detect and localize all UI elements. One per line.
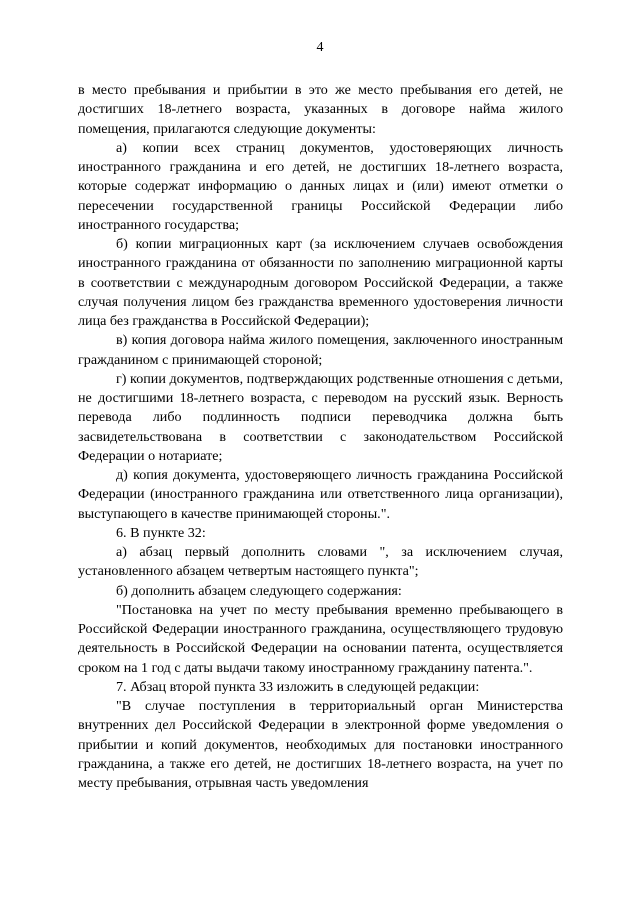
paragraph: а) копии всех страниц документов, удостоверяющих личность иностранного гражданина и его детей, не достигших 18-летнего возраста, которые содержат информацию о данных лицах и (или) имеют отметки о пересечении государственной границы Российской Федерации либо иностранного государства; bbox=[78, 139, 563, 233]
paragraph: в) копия договора найма жилого помещения, заключенного иностранным гражданином с принимающей стороной; bbox=[78, 332, 563, 368]
paragraph: в место пребывания и прибытии в это же место пребывания его детей, не достигших 18-летнего возраста, указанных в договоре найма жилого помещения, прилагаются следующие документы: bbox=[78, 82, 563, 137]
paragraph: б) дополнить абзацем следующего содержания: bbox=[116, 582, 402, 599]
paragraph: "Постановка на учет по месту пребывания временно пребывающего в Российской Федерации иностранного гражданина, осуществляющего трудовую деятельность в Российской Федерации на основании патента, осуществляется сроком на 1 год с даты выдачи такому иностранному гражданину патента.". bbox=[78, 601, 563, 676]
paragraph: "В случае поступления в территориальный орган Министерства внутренних дел Российской Федерации в электронной форме уведомления о прибытии и копий документов, необходимых для постановки иностранного гражданина, а также его детей, не достигших 18-летнего возраста, на учет по месту пребывания, отрывная часть уведомления bbox=[78, 698, 563, 791]
paragraph: б) копии миграционных карт (за исключением случаев освобождения иностранного гражданина от обязанности по заполнению миграционной карты в соответствии с международным договором Российской Федерации, а также случая получения лицом без гражданства временного удостоверения личности лица без гражданства в Российской Федерации); bbox=[78, 236, 563, 329]
paragraph: д) копия документа, удостоверяющего личность гражданина Российской Федерации (иностранного гражданина или ответственного лица организации), выступающего в качестве принимающей стороны.". bbox=[78, 467, 563, 522]
paragraph: 6. В пункте 32: bbox=[116, 524, 206, 541]
paragraph: г) копии документов, подтверждающих родственные отношения с детьми, не достигшими 18-летнего возраста, с переводом на русский язык. Верность перевода либо подлинность подписи переводчика должна быть засвидетельствована в соответствии с законодательством Российской Федерации о нотариате; bbox=[78, 370, 563, 464]
paragraph: 7. Абзац второй пункта 33 изложить в следующей редакции: bbox=[116, 678, 480, 695]
page-number: 4 bbox=[316, 40, 324, 55]
document-body bbox=[78, 81, 563, 793]
paragraph: а) абзац первый дополнить словами ", за исключением случая, установленного абзацем четвертым настоящего пункта"; bbox=[78, 544, 563, 580]
